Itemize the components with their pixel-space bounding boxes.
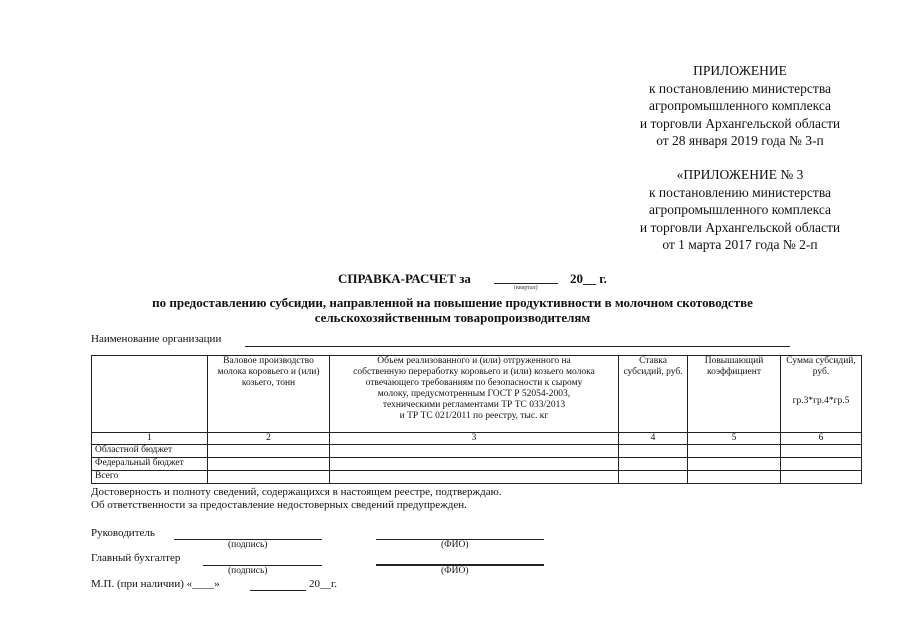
header-cell: Повышающий коэффициент (688, 356, 781, 433)
table-header-row (92, 356, 862, 433)
table-cell[interactable] (208, 471, 330, 484)
col-number: 3 (330, 433, 619, 445)
fio-caption: (ФИО) (441, 566, 469, 576)
table-cell[interactable] (781, 445, 862, 458)
header-formula: гр.3*гр.4*гр.5 (792, 396, 850, 406)
annex3-line: к постановлению министерства (648, 184, 832, 200)
date-month-line[interactable] (250, 590, 306, 591)
header-text: Объем реализованного и (или) отгруженного на (377, 356, 571, 366)
confirm-text: Достоверность и полноту сведений, содержащихся в настоящем реестре, подтверждаю. (91, 486, 502, 498)
header-cell-empty (92, 356, 208, 433)
sign-caption: (подпись) (228, 566, 268, 576)
table-cell[interactable] (330, 458, 619, 471)
table-cell[interactable] (619, 471, 688, 484)
table-row (92, 445, 862, 458)
table-cell[interactable] (330, 445, 619, 458)
responsibility-text: Об ответственности за предоставление недостоверных сведений предупрежден. (91, 499, 467, 511)
annex-date: от 28 января 2019 года № 3-п (656, 133, 824, 148)
header-text: молоку, предусмотренным ГОСТ Р 52054-2003, (377, 389, 571, 399)
doc-year: 20__ г. (570, 271, 607, 286)
header-text: собственную переработку коровьего и (или) козьего молока (353, 367, 595, 377)
header-text: отвечающего требованиям по безопасности к сырому (365, 378, 583, 388)
annex3-line: и торговли Архангельской области (639, 219, 841, 235)
org-field-line[interactable] (245, 346, 790, 347)
chief-label: Главный бухгалтер (91, 552, 181, 564)
table-cell[interactable] (208, 458, 330, 471)
header-text: техническими регламентами ТР ТС 033/2013 (382, 400, 566, 410)
annex-line: и торговли Архангельской области (639, 115, 841, 131)
annex3-title: «ПРИЛОЖЕНИЕ № 3 (676, 167, 804, 182)
header-text: Сумма субсидий, руб. (786, 356, 856, 377)
table-cell[interactable] (688, 445, 781, 458)
doc-subtitle-2: сельскохозяйственным товаропроизводителям (314, 310, 591, 325)
annex-title: ПРИЛОЖЕНИЕ (693, 63, 787, 78)
table-cell[interactable] (208, 445, 330, 458)
subsidy-table (91, 355, 862, 484)
header-cell-volume (330, 356, 619, 433)
table-cell[interactable] (688, 458, 781, 471)
sign-caption: (подпись) (228, 540, 268, 550)
annex-block (560, 62, 905, 150)
period-line (494, 283, 558, 284)
row-label: Федеральный бюджет (92, 458, 208, 471)
table-cell[interactable] (781, 458, 862, 471)
table-cell[interactable] (781, 471, 862, 484)
col-number: 2 (208, 433, 330, 445)
col-number: 6 (781, 433, 862, 445)
table-cell[interactable] (330, 471, 619, 484)
annex-line: агропромышленного комплекса (649, 98, 831, 113)
table-cell[interactable] (688, 471, 781, 484)
header-cell: Ставка субсидий, руб. (619, 356, 688, 433)
table-row (92, 471, 862, 484)
doc-title: СПРАВКА-РАСЧЕТ за (338, 271, 471, 286)
doc-subtitle: по предоставлению субсидии, направленной на повышение продуктивности в молочном скотоводстве (152, 295, 753, 310)
table-row (92, 458, 862, 471)
table-number-row (92, 433, 862, 445)
annex-line: к постановлению министерства (648, 80, 832, 96)
date-year: 20__г. (309, 578, 338, 590)
header-text: и ТР ТС 021/2011 по реестру, тыс. кг (399, 411, 549, 421)
header-cell-sum (781, 356, 862, 433)
annex3-date: от 1 марта 2017 года № 2-п (662, 237, 818, 252)
row-label: Областной бюджет (92, 445, 208, 458)
table-cell[interactable] (619, 458, 688, 471)
annex3-line: агропромышленного комплекса (649, 202, 831, 217)
fio-caption: (ФИО) (441, 540, 469, 550)
table-cell[interactable] (619, 445, 688, 458)
col-number: 1 (92, 433, 208, 445)
head-label: Руководитель (91, 527, 155, 539)
header-cell: Валовое производство молока коровьего и (или) козьего, тонн (208, 356, 330, 433)
col-number: 5 (688, 433, 781, 445)
period-hint: (квартал) (514, 285, 538, 291)
stamp-date-label: М.П. (при наличии) «____» (91, 578, 220, 590)
org-label: Наименование организации (91, 333, 222, 345)
row-label: Всего (92, 471, 208, 484)
annex3-block (560, 166, 905, 254)
col-number: 4 (619, 433, 688, 445)
